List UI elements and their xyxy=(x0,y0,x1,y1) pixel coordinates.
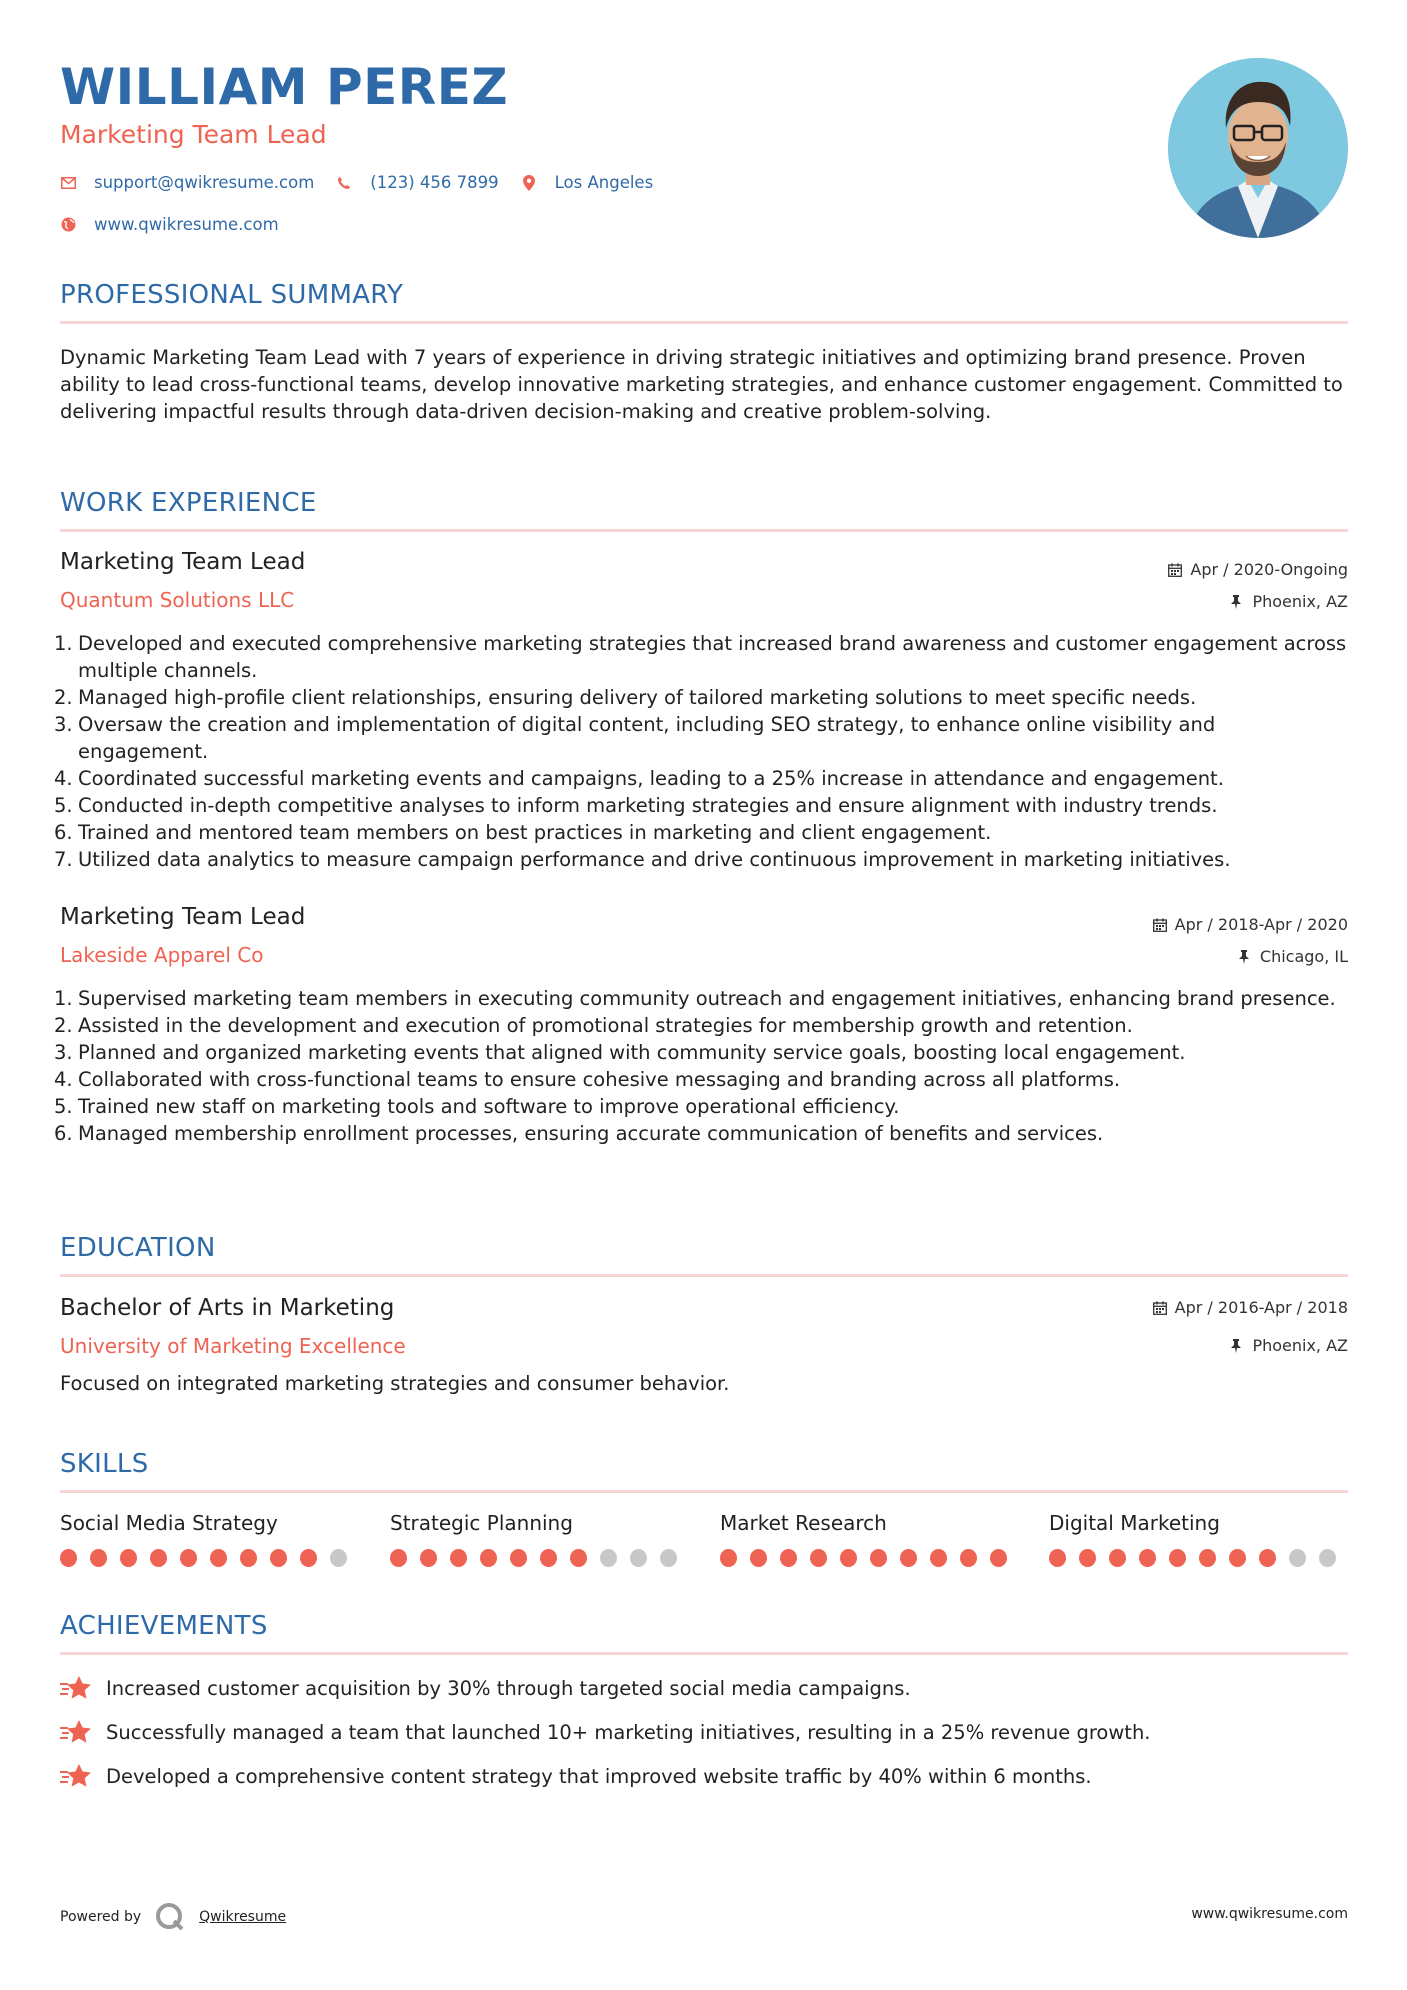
location-text: Phoenix, AZ xyxy=(1252,1336,1348,1355)
rating-dot-filled xyxy=(270,1549,287,1567)
company-name: Lakeside Apparel Co xyxy=(60,943,264,967)
job-bullets xyxy=(54,985,1348,1147)
rating-dot-filled xyxy=(120,1549,137,1567)
phone-text: (123) 456 7899 xyxy=(370,173,499,192)
skill-name: Strategic Planning xyxy=(390,1511,573,1535)
star-icon xyxy=(60,1675,92,1701)
company-name: Quantum Solutions LLC xyxy=(60,588,295,612)
rating-dot-filled xyxy=(1109,1549,1126,1567)
skill-item xyxy=(60,1511,360,1567)
rating-dot-filled xyxy=(870,1549,887,1567)
location-text: Phoenix, AZ xyxy=(1252,592,1348,611)
rating-dot-filled xyxy=(1139,1549,1156,1567)
rating-dot-filled xyxy=(960,1549,977,1567)
achievements-heading: ACHIEVEMENTS xyxy=(60,1611,268,1641)
list-item: 7. Utilized data analytics to measure campaign performance and drive continuous improvement in marketing initiatives. xyxy=(54,848,1231,871)
list-item: 1. Supervised marketing team members in executing community outreach and engagement initiatives, enhancing brand presence. xyxy=(54,987,1336,1010)
website-text: www.qwikresume.com xyxy=(94,215,279,234)
education-dates xyxy=(1153,1298,1348,1317)
qwikresume-logo-icon xyxy=(155,1902,185,1932)
rating-dot-empty xyxy=(630,1549,647,1567)
section-divider xyxy=(60,529,1348,532)
location-text: Chicago, IL xyxy=(1259,947,1348,966)
list-item: 2. Assisted in the development and execution of promotional strategies for membership growth and retention. xyxy=(54,1014,1133,1037)
rating-dot-empty xyxy=(1319,1549,1336,1567)
job-bullets xyxy=(54,630,1348,873)
rating-dot-filled xyxy=(990,1549,1007,1567)
rating-dot-filled xyxy=(570,1549,587,1567)
achievement-text: Developed a comprehensive content strategy that improved website traffic by 40% within 6 months. xyxy=(106,1764,1092,1788)
phone-icon xyxy=(336,175,352,191)
achievement-item xyxy=(60,1675,911,1701)
education-heading: EDUCATION xyxy=(60,1233,216,1263)
star-icon xyxy=(60,1763,92,1789)
rating-dot-empty xyxy=(1289,1549,1306,1567)
contact-website[interactable] xyxy=(60,215,279,234)
calendar-icon xyxy=(1153,918,1167,932)
job-location xyxy=(1238,947,1348,966)
list-item: 5. Conducted in-depth competitive analyses to inform marketing strategies and ensure alignment with industry trends. xyxy=(54,794,1218,817)
rating-dot-filled xyxy=(540,1549,557,1567)
contact-email[interactable] xyxy=(60,173,314,192)
rating-dot-empty xyxy=(660,1549,677,1567)
skill-rating xyxy=(60,1549,360,1567)
rating-dot-empty xyxy=(330,1549,347,1567)
rating-dot-filled xyxy=(810,1549,827,1567)
rating-dot-filled xyxy=(210,1549,227,1567)
achievement-text: Successfully managed a team that launched 10+ marketing initiatives, resulting in a 25% revenue growth. xyxy=(106,1720,1151,1744)
skill-item xyxy=(1049,1511,1349,1567)
location-text: Los Angeles xyxy=(554,173,654,192)
rating-dot-empty xyxy=(600,1549,617,1567)
rating-dot-filled xyxy=(1199,1549,1216,1567)
rating-dot-filled xyxy=(390,1549,407,1567)
skill-rating xyxy=(1049,1549,1349,1567)
skill-rating xyxy=(720,1549,1020,1567)
dates-text: Apr / 2020-Ongoing xyxy=(1190,560,1348,579)
footer-powered-by xyxy=(60,1902,286,1932)
list-item: 2. Managed high-profile client relationships, ensuring delivery of tailored marketing solutions to meet specific needs. xyxy=(54,686,1197,709)
globe-icon xyxy=(60,217,76,233)
achievement-item xyxy=(60,1719,1151,1745)
contact-location xyxy=(521,173,654,192)
achievement-item xyxy=(60,1763,1092,1789)
skills-heading: SKILLS xyxy=(60,1449,149,1479)
skill-name: Digital Marketing xyxy=(1049,1511,1220,1535)
rating-dot-filled xyxy=(750,1549,767,1567)
list-item: 4. Coordinated successful marketing events and campaigns, leading to a 25% increase in attendance and engagement. xyxy=(54,767,1224,790)
envelope-icon xyxy=(60,175,76,191)
skill-name: Market Research xyxy=(720,1511,887,1535)
calendar-icon xyxy=(1153,1301,1167,1315)
summary-text: Dynamic Marketing Team Lead with 7 years of experience in driving strategic initiatives and optimizing brand presence. Proven ability to lead cross-functional teams, develop innovative marketing strategies, and enhance customer engagement. Committed to delivering impactful results through data-driven decision-making and creative problem-solving. xyxy=(60,346,1343,423)
list-item: 3. Planned and organized marketing events that aligned with community service goals, boosting local engagement. xyxy=(54,1041,1186,1064)
rating-dot-filled xyxy=(840,1549,857,1567)
rating-dot-filled xyxy=(1169,1549,1186,1567)
candidate-title: Marketing Team Lead xyxy=(60,120,327,149)
rating-dot-filled xyxy=(930,1549,947,1567)
rating-dot-filled xyxy=(1259,1549,1276,1567)
skills-section-header xyxy=(60,1449,1348,1493)
rating-dot-filled xyxy=(1049,1549,1066,1567)
rating-dot-filled xyxy=(240,1549,257,1567)
list-item: 6. Managed membership enrollment processes, ensuring accurate communication of benefits and services. xyxy=(54,1122,1104,1145)
calendar-icon xyxy=(1168,563,1182,577)
list-item: 3. Oversaw the creation and implementation of digital content, including SEO strategy, to enhance online visibility and engagement. xyxy=(54,713,1216,763)
list-item: 5. Trained new staff on marketing tools and software to improve operational efficiency. xyxy=(54,1095,900,1118)
education-section-header xyxy=(60,1233,1348,1277)
rating-dot-filled xyxy=(450,1549,467,1567)
rating-dot-filled xyxy=(780,1549,797,1567)
skill-rating xyxy=(390,1549,690,1567)
dates-text: Apr / 2018-Apr / 2020 xyxy=(1174,915,1348,934)
section-divider xyxy=(60,1652,1348,1655)
experience-heading: WORK EXPERIENCE xyxy=(60,488,317,518)
star-icon xyxy=(60,1719,92,1745)
experience-section-header xyxy=(60,488,1348,532)
job-dates xyxy=(1153,915,1348,934)
rating-dot-filled xyxy=(420,1549,437,1567)
rating-dot-filled xyxy=(720,1549,737,1567)
rating-dot-filled xyxy=(150,1549,167,1567)
map-pin-icon xyxy=(521,175,537,191)
contact-row xyxy=(60,173,675,192)
summary-section-header xyxy=(60,280,1348,324)
pushpin-icon xyxy=(1238,950,1252,964)
achievement-text: Increased customer acquisition by 30% through targeted social media campaigns. xyxy=(106,1676,911,1700)
pushpin-icon xyxy=(1230,595,1244,609)
email-text: support@qwikresume.com xyxy=(94,173,315,192)
rating-dot-filled xyxy=(180,1549,197,1567)
summary-heading: PROFESSIONAL SUMMARY xyxy=(60,280,404,310)
section-divider xyxy=(60,321,1348,324)
degree-title: Bachelor of Arts in Marketing xyxy=(60,1295,395,1321)
dates-text: Apr / 2016-Apr / 2018 xyxy=(1174,1298,1348,1317)
rating-dot-filled xyxy=(900,1549,917,1567)
skill-item xyxy=(390,1511,690,1567)
list-item: 4. Collaborated with cross-functional teams to ensure cohesive messaging and branding across all platforms. xyxy=(54,1068,1121,1091)
footer-url[interactable]: www.qwikresume.com xyxy=(1191,1906,1348,1922)
education-location xyxy=(1230,1336,1348,1355)
rating-dot-filled xyxy=(60,1549,77,1567)
powered-by-label: Powered by xyxy=(60,1909,142,1925)
rating-dot-filled xyxy=(510,1549,527,1567)
rating-dot-filled xyxy=(480,1549,497,1567)
candidate-name: WILLIAM PEREZ xyxy=(60,58,509,116)
profile-photo xyxy=(1168,58,1348,238)
skill-item xyxy=(720,1511,1020,1567)
rating-dot-filled xyxy=(90,1549,107,1567)
list-item: 1. Developed and executed comprehensive marketing strategies that increased brand awareness and customer engagement across multiple channels. xyxy=(54,632,1347,682)
contact-row-2 xyxy=(60,215,301,234)
list-item: 6. Trained and mentored team members on best practices in marketing and client engagement. xyxy=(54,821,992,844)
job-title: Marketing Team Lead xyxy=(60,549,306,575)
education-description: Focused on integrated marketing strategies and consumer behavior. xyxy=(60,1372,730,1395)
contact-phone[interactable] xyxy=(336,173,498,192)
school-name: University of Marketing Excellence xyxy=(60,1334,406,1358)
job-location xyxy=(1230,592,1348,611)
rating-dot-filled xyxy=(300,1549,317,1567)
rating-dot-filled xyxy=(1229,1549,1246,1567)
brand-link[interactable]: Qwikresume xyxy=(199,1909,287,1925)
rating-dot-filled xyxy=(1079,1549,1096,1567)
achievements-section-header xyxy=(60,1611,1348,1655)
skill-name: Social Media Strategy xyxy=(60,1511,278,1535)
pushpin-icon xyxy=(1230,1339,1244,1353)
section-divider xyxy=(60,1490,1348,1493)
job-title: Marketing Team Lead xyxy=(60,904,306,930)
job-dates xyxy=(1168,560,1348,579)
section-divider xyxy=(60,1274,1348,1277)
